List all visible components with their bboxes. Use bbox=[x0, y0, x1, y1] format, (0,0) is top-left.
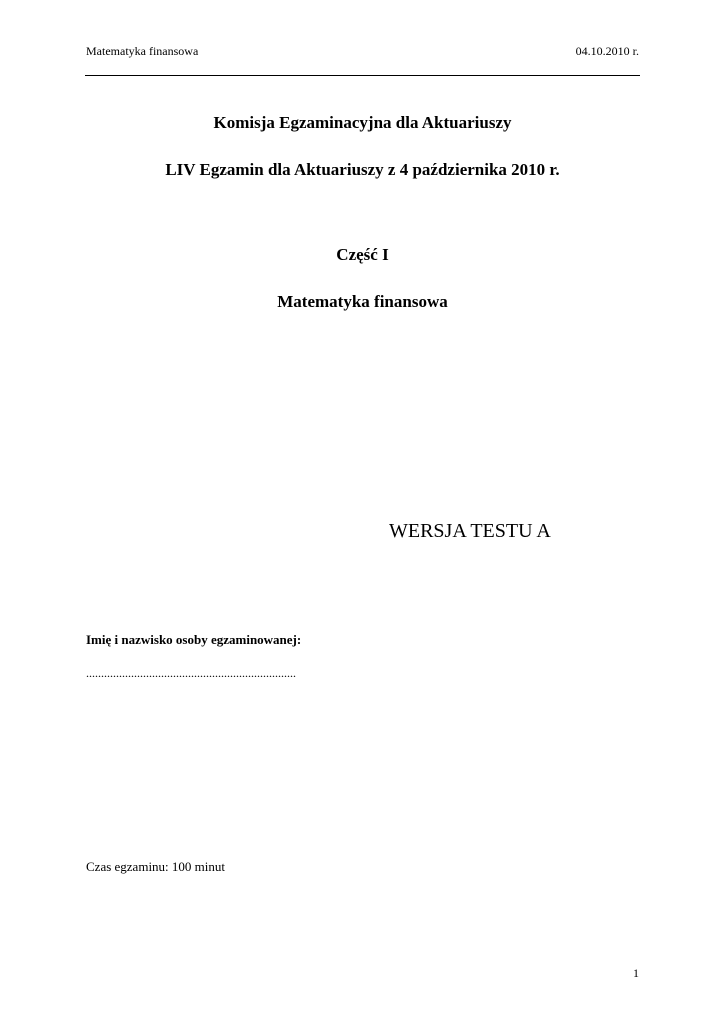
test-version: WERSJA TESTU A bbox=[389, 520, 551, 542]
candidate-name-blank: ...................................................................... bbox=[86, 666, 296, 680]
exam-duration: Czas egzaminu: 100 minut bbox=[86, 859, 226, 874]
header-date: 04.10.2010 r. bbox=[575, 44, 639, 58]
commission-title: Komisja Egzaminacyjna dla Aktuariuszy bbox=[213, 113, 512, 132]
header-divider bbox=[85, 75, 640, 76]
page-number: 1 bbox=[633, 966, 639, 980]
header-left-text: Matematyka finansowa bbox=[86, 44, 199, 58]
candidate-name-label: Imię i nazwisko osoby egzaminowanej: bbox=[86, 632, 302, 647]
subject-title: Matematyka finansowa bbox=[277, 292, 448, 311]
part-title: Część I bbox=[336, 245, 389, 264]
exam-title: LIV Egzamin dla Aktuariuszy z 4 października 2010 r. bbox=[165, 160, 560, 179]
